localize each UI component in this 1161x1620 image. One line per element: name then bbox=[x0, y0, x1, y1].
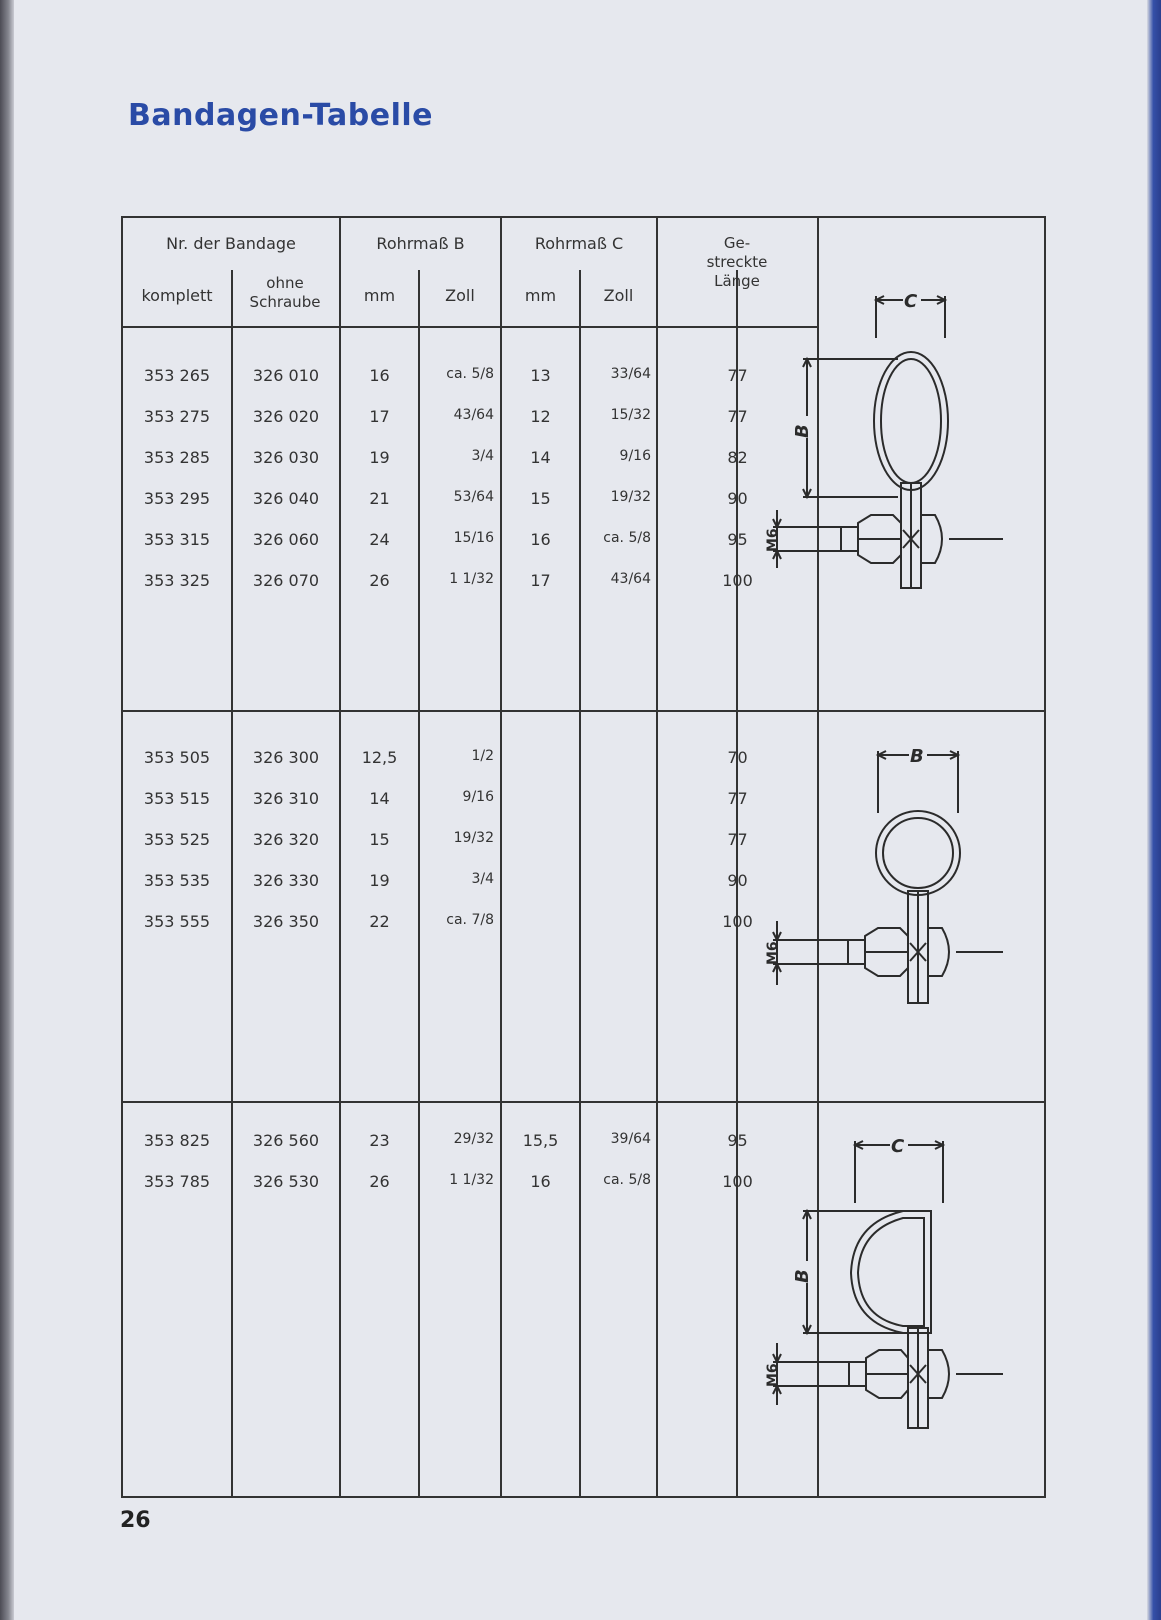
cell-ohne: 326 530 bbox=[252, 1172, 320, 1191]
cell-ohne: 326 320 bbox=[252, 830, 320, 849]
header-zoll: Zoll bbox=[445, 286, 475, 305]
cell-komplett: 353 295 bbox=[143, 489, 211, 508]
round-clamp-diagram-b bbox=[763, 723, 1033, 1023]
bolt-size-label: M6 bbox=[765, 941, 781, 965]
cell-b-zoll: 29/32 bbox=[453, 1131, 494, 1147]
cell-laenge: 95 bbox=[727, 1131, 748, 1150]
cell-komplett: 353 315 bbox=[143, 530, 211, 549]
cell-ohne: 326 560 bbox=[252, 1131, 320, 1150]
page-title: Bandagen-Tabelle bbox=[128, 98, 433, 133]
cell-b-mm: 15 bbox=[369, 830, 390, 849]
cell-b-mm: 26 bbox=[369, 1172, 390, 1191]
header-rohrmass-b: Rohrmaß B bbox=[376, 234, 465, 253]
cell-b-zoll: 1 1/32 bbox=[449, 571, 494, 587]
cell-c-mm: 16 bbox=[530, 1172, 551, 1191]
cell-c-zoll: 9/16 bbox=[619, 448, 651, 464]
cell-ohne: 326 300 bbox=[252, 748, 320, 767]
cell-laenge: 77 bbox=[727, 789, 748, 808]
header-mm: mm bbox=[363, 286, 396, 305]
cell-laenge: 90 bbox=[727, 871, 748, 890]
cell-b-zoll: 1/2 bbox=[471, 748, 494, 764]
cell-ohne: 326 010 bbox=[252, 366, 320, 385]
cell-laenge: 77 bbox=[727, 407, 748, 426]
cell-b-mm: 24 bbox=[369, 530, 390, 549]
cell-c-mm: 16 bbox=[530, 530, 551, 549]
cell-c-zoll: 33/64 bbox=[610, 366, 651, 382]
dimension-c-label: C bbox=[891, 1136, 905, 1157]
cell-komplett: 353 505 bbox=[143, 748, 211, 767]
cell-b-mm: 22 bbox=[369, 912, 390, 931]
dimension-b-label: B bbox=[910, 746, 924, 767]
cell-komplett: 353 515 bbox=[143, 789, 211, 808]
next-page-edge bbox=[1147, 0, 1161, 1620]
cell-b-mm: 21 bbox=[369, 489, 390, 508]
cell-c-zoll: 15/32 bbox=[610, 407, 651, 423]
bolt-size-label: M6 bbox=[765, 528, 781, 552]
header-komplett: komplett bbox=[141, 286, 213, 305]
cell-b-zoll: 3/4 bbox=[471, 448, 494, 464]
cell-b-zoll: 3/4 bbox=[471, 871, 494, 887]
cell-b-mm: 17 bbox=[369, 407, 390, 426]
cell-komplett: 353 525 bbox=[143, 830, 211, 849]
cell-laenge: 95 bbox=[727, 530, 748, 549]
cell-c-mm: 17 bbox=[530, 571, 551, 590]
cell-b-zoll: 15/16 bbox=[453, 530, 494, 546]
cell-b-zoll: 43/64 bbox=[453, 407, 494, 423]
cell-laenge: 77 bbox=[727, 366, 748, 385]
bandage-table bbox=[121, 216, 1046, 1498]
cell-ohne: 326 330 bbox=[252, 871, 320, 890]
cell-laenge: 90 bbox=[727, 489, 748, 508]
group-divider bbox=[123, 1101, 1044, 1103]
header-rohrmass-c: Rohrmaß C bbox=[534, 234, 624, 253]
cell-c-mm: 15,5 bbox=[522, 1131, 559, 1150]
cell-b-zoll: ca. 7/8 bbox=[446, 912, 494, 928]
cell-b-zoll: 1 1/32 bbox=[449, 1172, 494, 1188]
cell-laenge: 100 bbox=[722, 1172, 753, 1191]
cell-b-zoll: 9/16 bbox=[462, 789, 494, 805]
cell-komplett: 353 285 bbox=[143, 448, 211, 467]
cell-c-mm: 12 bbox=[530, 407, 551, 426]
cell-komplett: 353 555 bbox=[143, 912, 211, 931]
cell-c-zoll: ca. 5/8 bbox=[603, 530, 651, 546]
header-ohne-schraube: ohne Schraube bbox=[249, 274, 321, 311]
cell-ohne: 326 020 bbox=[252, 407, 320, 426]
cell-ohne: 326 040 bbox=[252, 489, 320, 508]
cell-b-zoll: 19/32 bbox=[453, 830, 494, 846]
d-clamp-diagram-c-b bbox=[763, 1113, 1033, 1453]
cell-b-mm: 23 bbox=[369, 1131, 390, 1150]
cell-ohne: 326 060 bbox=[252, 530, 320, 549]
cell-laenge: 100 bbox=[722, 571, 753, 590]
cell-b-mm: 12,5 bbox=[361, 748, 398, 767]
cell-b-mm: 14 bbox=[369, 789, 390, 808]
cell-laenge: 100 bbox=[722, 912, 753, 931]
cell-ohne: 326 350 bbox=[252, 912, 320, 931]
cell-c-zoll: 39/64 bbox=[610, 1131, 651, 1147]
cell-ohne: 326 310 bbox=[252, 789, 320, 808]
cell-c-mm: 14 bbox=[530, 448, 551, 467]
cell-b-zoll: ca. 5/8 bbox=[446, 366, 494, 382]
cell-laenge: 82 bbox=[727, 448, 748, 467]
group-divider bbox=[123, 710, 1044, 712]
page-number: 26 bbox=[120, 1508, 151, 1533]
header-nr: Nr. der Bandage bbox=[166, 234, 296, 253]
oval-clamp-diagram-c-b bbox=[763, 278, 1033, 618]
header-zoll: Zoll bbox=[603, 286, 634, 305]
bolt-size-label: M6 bbox=[765, 1363, 781, 1387]
cell-c-mm: 15 bbox=[530, 489, 551, 508]
cell-c-mm: 13 bbox=[530, 366, 551, 385]
cell-b-mm: 16 bbox=[369, 366, 390, 385]
cell-b-mm: 26 bbox=[369, 571, 390, 590]
cell-komplett: 353 785 bbox=[143, 1172, 211, 1191]
cell-laenge: 77 bbox=[727, 830, 748, 849]
header-mm: mm bbox=[524, 286, 557, 305]
cell-b-mm: 19 bbox=[369, 448, 390, 467]
cell-b-mm: 19 bbox=[369, 871, 390, 890]
cell-ohne: 326 070 bbox=[252, 571, 320, 590]
cell-c-zoll: ca. 5/8 bbox=[603, 1172, 651, 1188]
cell-b-zoll: 53/64 bbox=[453, 489, 494, 505]
book-spine-shadow bbox=[0, 0, 14, 1620]
dimension-b-label: B bbox=[792, 1269, 813, 1283]
cell-komplett: 353 275 bbox=[143, 407, 211, 426]
cell-komplett: 353 825 bbox=[143, 1131, 211, 1150]
cell-c-zoll: 19/32 bbox=[610, 489, 651, 505]
dimension-c-label: C bbox=[904, 291, 918, 312]
header-gestreckte-laenge: Ge-streckte Länge bbox=[706, 234, 768, 290]
dimension-b-label: B bbox=[792, 424, 813, 438]
cell-ohne: 326 030 bbox=[252, 448, 320, 467]
cell-komplett: 353 265 bbox=[143, 366, 211, 385]
cell-c-zoll: 43/64 bbox=[610, 571, 651, 587]
cell-komplett: 353 325 bbox=[143, 571, 211, 590]
cell-laenge: 70 bbox=[727, 748, 748, 767]
cell-komplett: 353 535 bbox=[143, 871, 211, 890]
header-rule bbox=[123, 326, 817, 328]
